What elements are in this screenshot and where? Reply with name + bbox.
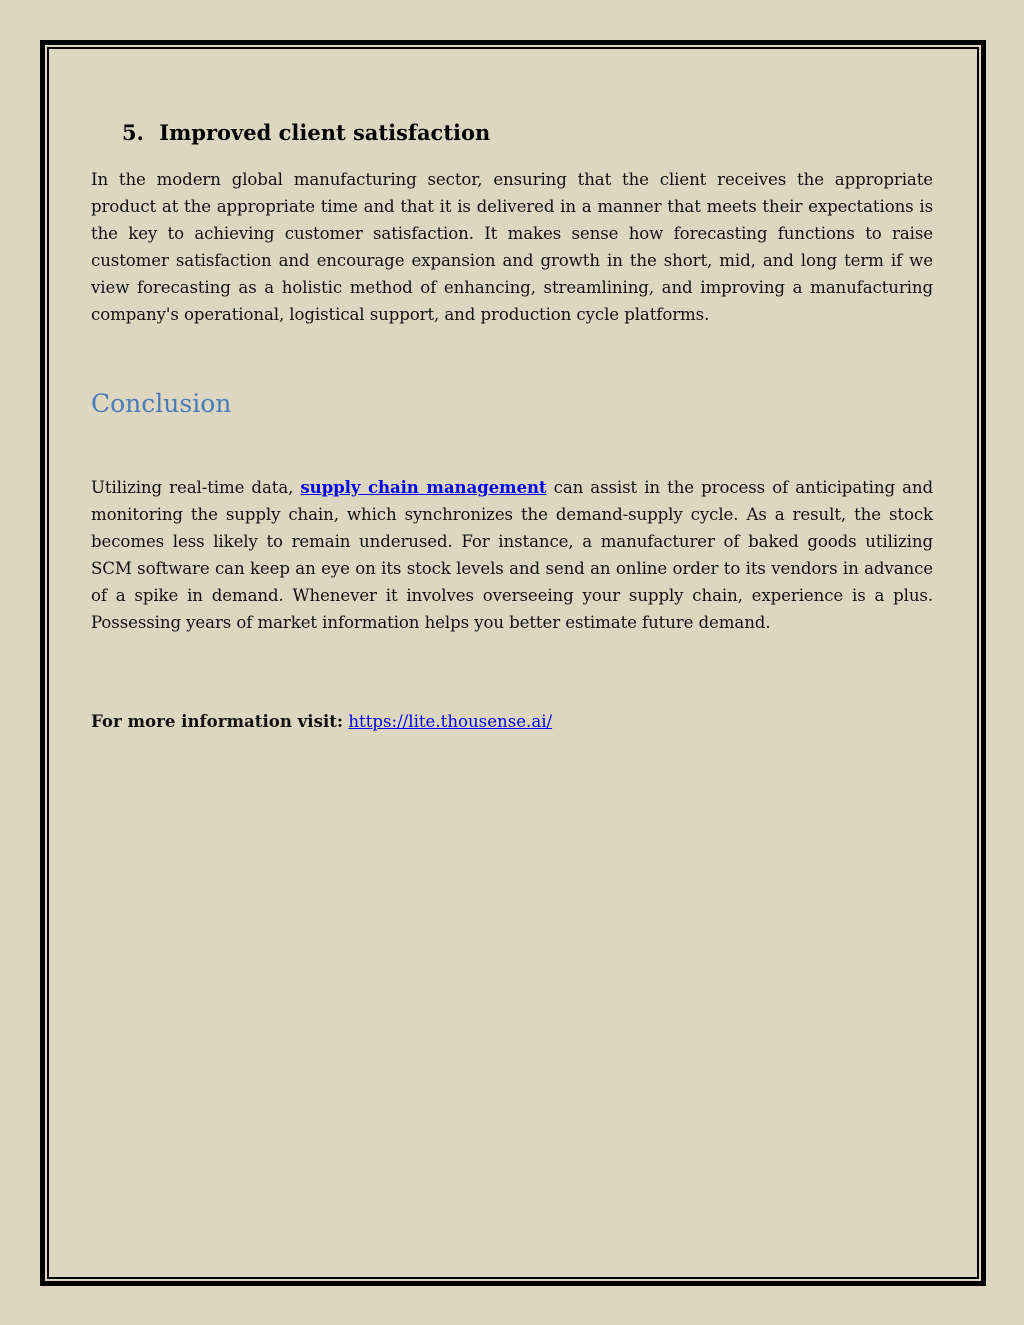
conclusion-text-end: can assist in the process of anticipating and monitoring the supply chain, which synchronizes the demand-supply cycle. As a result, the stock becomes less likely to remain underused. For instance, a manufacturer of baked goods utilizing SCM software can keep an eye on its stock levels and send an online order to its vendors in advance of a spike in demand. Whenever it involves overseeing your supply chain, experience is a plus. Possessing years of market information helps you better estimate future demand. [91, 478, 934, 632]
section-5-paragraph: In the modern global manufacturing sector, ensuring that the client receives the appropriate product at the appropriate time and that it is delivered in a manner that meets their expectations is the key to achieving customer satisfaction. It makes sense how forecasting functions to raise customer satisfaction and encourage expansion and growth in the short, mid, and long term if we view forecasting as a holistic method of enhancing, streamlining, and improving a manufacturing company's operational, logistical support, and production cycle platforms. [91, 170, 933, 324]
more-info-label: For more information visit: [91, 711, 344, 731]
conclusion-heading: Conclusion [91, 389, 232, 418]
supply-chain-management-link[interactable]: supply chain management [300, 477, 547, 497]
document-content [91, 118, 933, 735]
conclusion-text-start: Utilizing real-time data, [91, 478, 301, 497]
website-link[interactable]: https://lite.thousense.ai/ [348, 712, 553, 731]
section-5-heading [122, 118, 933, 148]
conclusion-paragraph [91, 474, 933, 636]
more-info-line [91, 708, 933, 735]
section-5-number: 5. [122, 120, 144, 145]
section-5-title: Improved client satisfaction [159, 120, 491, 145]
